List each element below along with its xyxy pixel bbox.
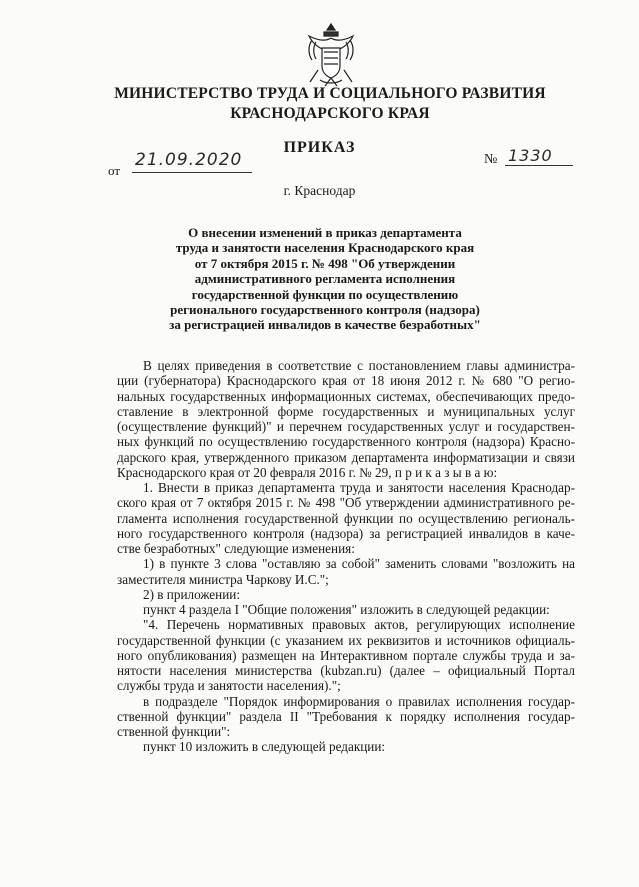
- body-line: государственной функции (с указанием их реквизитов и источников официаль-: [117, 632, 575, 648]
- body-line: 1. Внести в приказ департамента труда и занятости населения Краснодар-: [143, 480, 575, 495]
- coat-of-arms-icon: [298, 20, 364, 92]
- body-line: ственной функции" раздела II "Требования к порядку исполнения государ-: [117, 708, 575, 724]
- body-line: "4. Перечень нормативных правовых актов, регулирующих исполнение: [143, 617, 575, 633]
- body-line: Краснодарского края от 20 февраля 2016 г. № 29, п р и к а з ы в а ю:: [117, 464, 498, 480]
- date-underline: [132, 172, 252, 173]
- number-prefix: №: [484, 152, 498, 167]
- subject-line: регионального государственного контроля (надзора): [170, 302, 480, 318]
- city: г. Краснодар: [283, 183, 356, 198]
- body-line: ных функций по осуществлению государственного контроля (надзора) Красно-: [117, 434, 575, 450]
- ministry-line-1: МИНИСТЕРСТВО ТРУДА И СОЦИАЛЬНОГО РАЗВИТИЯ: [114, 85, 546, 102]
- subject-line: государственной функции по осуществлению: [191, 286, 459, 302]
- subject-line: за регистрацией инвалидов в качестве безработных": [169, 317, 481, 333]
- body-line: В целях приведения в соответствие с постановлением главы администра-: [143, 358, 575, 373]
- body-line: ции (губернатора) Краснодарского края от 18 июня 2012 г. № 680 "О регио-: [117, 373, 575, 389]
- document-type: ПРИКАЗ: [283, 139, 356, 156]
- subject-line: О внесении изменений в приказ департамента: [188, 225, 462, 240]
- document-date: 21.09.2020: [135, 150, 243, 170]
- body-line: ставление в электронной форме государственных и муниципальных услуг: [117, 403, 575, 419]
- body-line: в подразделе "Порядок информирования о правилах исполнения государ-: [143, 693, 575, 709]
- body-line: нальных государственных информационных системах, обеспечивающих предо-: [117, 388, 575, 404]
- body-line: гламента исполнения государственной функции по осуществлению региональ-: [117, 510, 575, 526]
- ministry-line-2: КРАСНОДАРСКОГО КРАЯ: [230, 105, 430, 122]
- body-line: ственной функции":: [117, 724, 231, 739]
- number-underline: [505, 165, 573, 166]
- body-line: ского края от 7 октября 2015 г. № 498 "Об утверждении административного ре-: [117, 495, 575, 511]
- body-line: пункт 4 раздела I "Общие положения" изложить в следующей редакции:: [143, 602, 550, 617]
- subject-line: труда и занятости населения Краснодарского края: [175, 240, 475, 256]
- body-line: заместителя министра Чаркову И.С.";: [117, 571, 329, 587]
- body-line: дарского края, утвержденного приказом департамента информатизации и связи: [117, 449, 575, 465]
- subject-line: от 7 октября 2015 г. № 498 "Об утверждении: [194, 255, 456, 271]
- body-line: пункт 10 изложить в следующей редакции:: [143, 739, 386, 755]
- body-line: (осуществление функций)" и перечнем государственных услуг и государствен-: [117, 419, 575, 434]
- ministry-name: [60, 84, 600, 124]
- document-subject: [130, 225, 520, 333]
- body-line: ного государственного контроля (надзора) за регистрацией инвалидов в каче-: [117, 525, 575, 541]
- body-line: 2) в приложении:: [143, 586, 240, 602]
- body-line: 1) в пункте 3 слова "оставляю за собой" заменить словами "возложить на: [143, 556, 575, 572]
- body-line: ного опубликования) размещен на Интерактивном портале службы труда и за-: [117, 647, 575, 663]
- body-line: службы труда и занятости населения).";: [117, 678, 341, 694]
- document-number: 1330: [508, 146, 553, 165]
- body-line: стве безработных" следующие изменения:: [117, 541, 355, 556]
- document-body: [117, 358, 575, 755]
- date-prefix: от: [108, 163, 121, 178]
- body-line: нятости населения министерства (kubzan.ru) (далее – официальный Портал: [117, 663, 575, 678]
- subject-line: административного регламента исполнения: [194, 271, 456, 287]
